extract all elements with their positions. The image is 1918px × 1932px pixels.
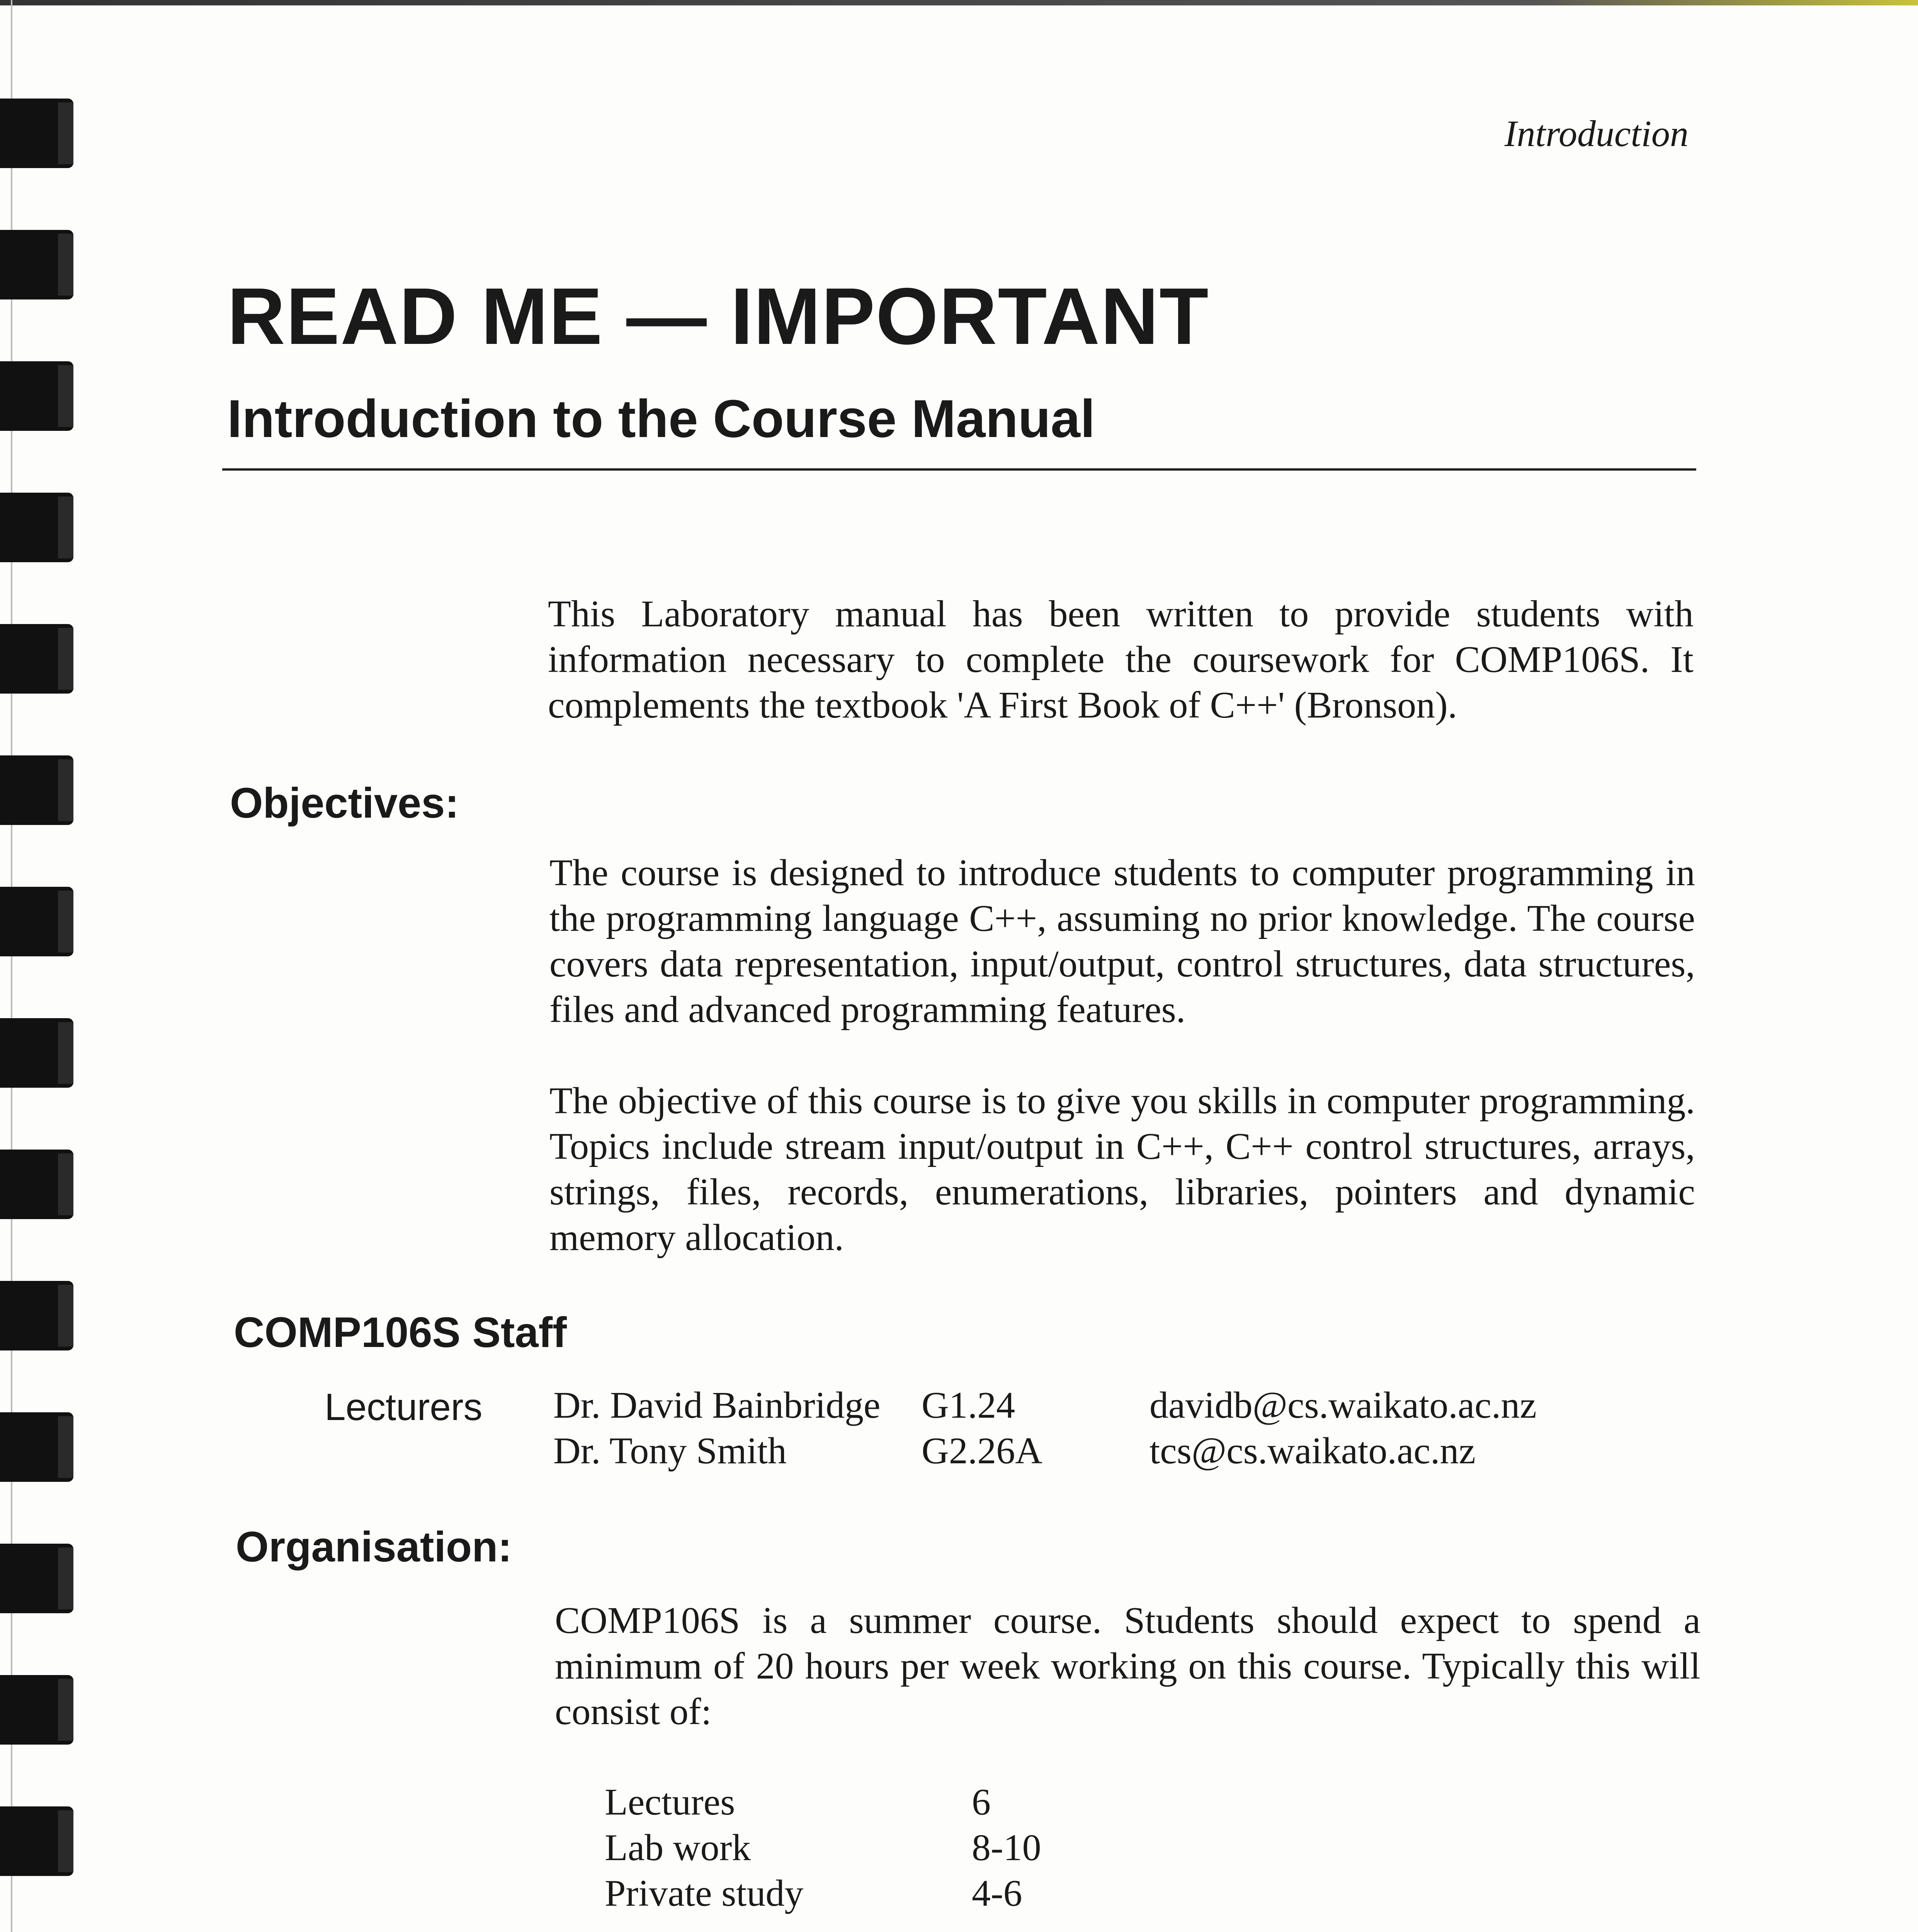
hours-activity: Lectures	[605, 1781, 735, 1823]
hours-value: 8-10	[972, 1827, 1041, 1869]
staff-member-email[interactable]: tcs@cs.waikato.ac.nz	[1149, 1430, 1476, 1472]
binding-hole	[0, 1150, 73, 1219]
binding-hole	[0, 1544, 73, 1613]
binding-hole	[0, 755, 73, 825]
spiral-binding	[0, 0, 77, 1932]
binding-hole	[0, 493, 73, 562]
staff-heading: COMP106S Staff	[234, 1309, 567, 1356]
lecturers-label: Lecturers	[325, 1386, 483, 1428]
objectives-heading: Objectives:	[230, 779, 459, 827]
binding-hole	[0, 1018, 73, 1088]
binding-hole	[0, 99, 73, 168]
staff-member-email[interactable]: davidb@cs.waikato.ac.nz	[1149, 1384, 1537, 1426]
objectives-paragraph-2: The objective of this course is to give you skills in computer programming. Topics include stream input/output in C++, C++ control structures, arrays, strings, files, records, enumerations, libraries, pointers and dynamic memory allocation.	[549, 1080, 1695, 1259]
hours-value: 4-6	[972, 1872, 1022, 1914]
staff-member-room: G2.26A	[922, 1430, 1043, 1472]
objectives-paragraph-1: The course is designed to introduce students to computer programming in the programming language C++, assuming no prior knowledge. The course covers data representation, input/output, control structures, data structures, files and advanced programming features.	[549, 852, 1695, 1031]
binding-hole	[0, 361, 73, 431]
binding-hole	[0, 887, 73, 956]
staff-member-name: Dr. Tony Smith	[553, 1430, 787, 1472]
title-rule	[222, 468, 1696, 471]
hours-activity: Lab work	[605, 1827, 751, 1869]
binding-hole	[0, 1806, 73, 1876]
page-title: READ ME — IMPORTANT	[227, 272, 1209, 361]
staff-member-name: Dr. David Bainbridge	[553, 1384, 881, 1426]
binding-hole	[0, 1675, 73, 1745]
binding-hole	[0, 1412, 73, 1482]
page-top-edge	[0, 0, 1918, 5]
hours-activity: Private study	[605, 1872, 804, 1914]
running-head: Introduction	[1504, 113, 1688, 154]
organisation-heading: Organisation:	[236, 1523, 512, 1571]
staff-member-room: G1.24	[922, 1384, 1015, 1426]
hours-value: 6	[972, 1781, 991, 1823]
binding-hole	[0, 230, 73, 299]
binding-hole	[0, 1281, 73, 1350]
intro-paragraph: This Laboratory manual has been written to provide students with information necessary to complete the coursework for COMP106S. It complements the textbook 'A First Book of C++' (Bronson).	[548, 593, 1694, 726]
binding-hole	[0, 624, 73, 694]
page-subtitle: Introduction to the Course Manual	[227, 389, 1095, 449]
organisation-paragraph: COMP106S is a summer course. Students should expect to spend a minimum of 20 hours per week working on this course. Typically this will consist of:	[555, 1600, 1700, 1733]
